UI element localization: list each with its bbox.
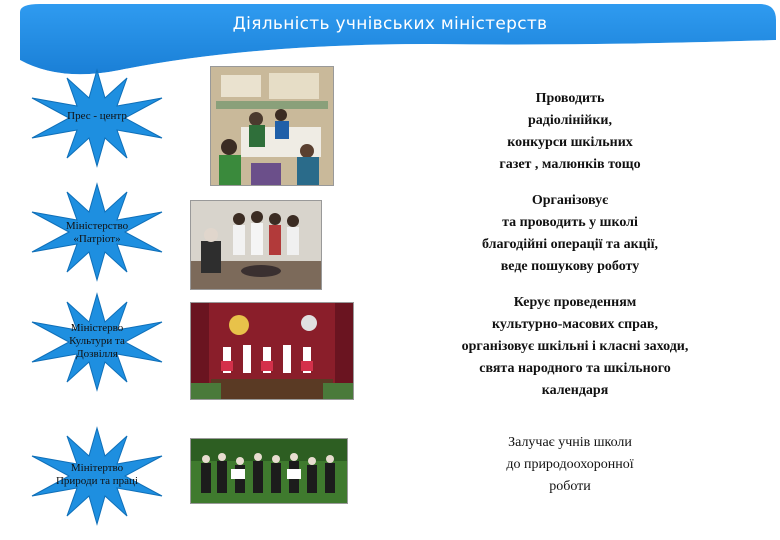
description-line: Залучає учнів школи [508, 435, 632, 450]
description-line: веде пошукову роботу [500, 259, 640, 274]
ministry-label [32, 322, 162, 361]
description-line: до природоохоронної [506, 457, 634, 472]
description-line: Проводить [535, 91, 605, 106]
ministry-label-line: Дозвілля [76, 348, 118, 360]
page-title: Діяльність учнівських міністерств [232, 14, 548, 34]
description-line: свята народного та шкільного [479, 361, 671, 376]
ministry-label [32, 110, 162, 123]
description-line: культурно-масових справ, [491, 317, 658, 332]
ministry-label [32, 220, 162, 246]
ministry-description [410, 292, 740, 402]
ministry-label-line: «Патріот» [73, 233, 121, 245]
description-line: благодійні операції та акції, [482, 237, 658, 252]
ministry-label [32, 462, 162, 488]
ministry-description [420, 190, 720, 278]
ministry-description [440, 88, 700, 176]
description-line: радіолінійки, [528, 113, 612, 128]
description-line: та проводить у школі [502, 215, 638, 230]
ministry-label-line: Культури та [69, 335, 125, 347]
description-line: календаря [541, 383, 609, 398]
outdoor-students-photo [190, 438, 348, 504]
ministry-label-line: Прес - центр [67, 110, 127, 122]
description-line: Організовує [531, 193, 609, 208]
ministry-description [430, 432, 710, 498]
ministry-label-line: Міністерво [70, 322, 124, 334]
school-classroom-photo [210, 66, 334, 186]
description-line: газет , малюнків тощо [499, 157, 641, 172]
ministry-label-line: Природи та праці [55, 475, 139, 487]
description-line: організовує шкільні і класні заходи, [461, 339, 689, 354]
description-line: Керує проведенням [513, 295, 637, 310]
veteran-meeting-photo [190, 200, 322, 290]
description-line: конкурси шкільних [507, 135, 633, 150]
ministry-label-line: Міністерство [65, 220, 129, 232]
ministry-label-line: Мінітертво [70, 462, 124, 474]
stage-dance-photo [190, 302, 354, 400]
description-line: роботи [549, 479, 591, 494]
